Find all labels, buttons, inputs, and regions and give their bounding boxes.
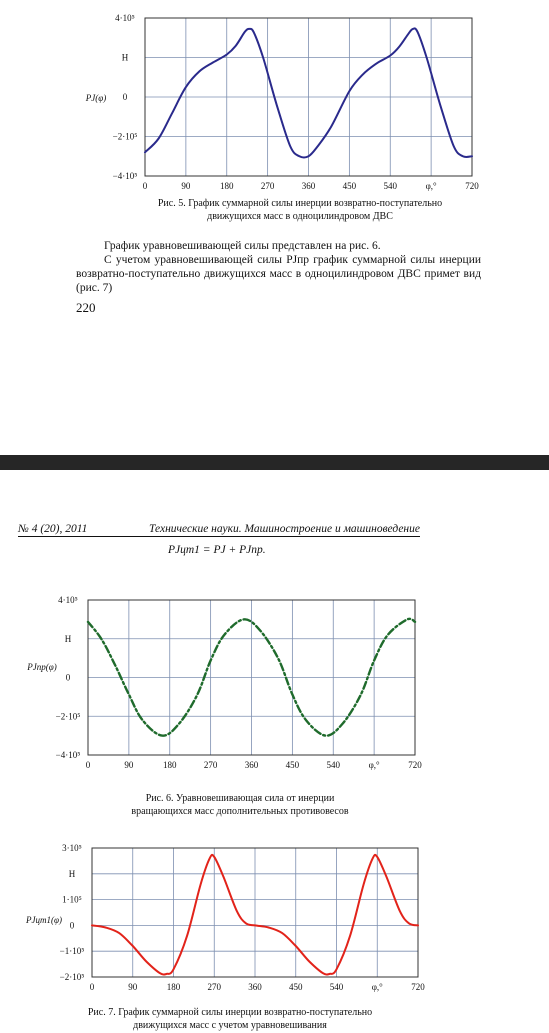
fig5-caption-line1: Рис. 5. График суммарной силы инерции возвратно-поступательно — [157, 198, 443, 209]
y-tick-label: 0 — [122, 92, 128, 102]
y-tick-label: −4·10⁵ — [112, 171, 138, 181]
fig5-caption — [100, 197, 500, 223]
y-axis-label: PJ(φ) — [85, 93, 107, 103]
y-tick-label: Н — [64, 633, 72, 644]
x-tick-label: φ,° — [368, 760, 380, 770]
x-tick-label: 720 — [411, 982, 425, 992]
page-bottom — [0, 470, 549, 1033]
x-tick-label: φ,° — [371, 982, 383, 992]
x-tick-label: 270 — [207, 982, 221, 992]
fig7-caption-line2: движущихся масс с учетом уравновешивания — [133, 1020, 327, 1031]
fig7-caption-line1: Рис. 7. График суммарной силы инерции возвратно-поступательно — [87, 1007, 373, 1018]
y-tick-label: −2·10⁵ — [55, 711, 81, 722]
x-tick-label: 0 — [85, 760, 91, 770]
x-tick-label: 90 — [181, 181, 191, 191]
x-tick-label: 450 — [285, 760, 300, 770]
x-tick-label: 540 — [326, 760, 340, 770]
x-tick-label: 270 — [260, 181, 275, 191]
page-top — [0, 0, 549, 455]
y-tick-label: Н — [68, 868, 76, 879]
page-number: 220 — [76, 300, 96, 315]
x-tick-label: 540 — [329, 982, 344, 992]
y-tick-label: 3·10⁵ — [62, 843, 82, 853]
fig7-caption — [55, 1006, 405, 1032]
y-tick-label: 1·10⁵ — [62, 894, 82, 905]
x-tick-label: 450 — [289, 982, 303, 992]
page-separator — [0, 455, 549, 470]
chart-fig5 — [0, 0, 549, 200]
x-tick-label: 540 — [383, 181, 397, 191]
x-tick-label: 180 — [220, 181, 234, 191]
x-tick-label: 90 — [124, 760, 134, 770]
paragraph-1: График уравновешивающей силы представлен на рис. 6. — [104, 240, 381, 252]
y-tick-label: 0 — [65, 672, 71, 683]
chart-fig6 — [0, 580, 549, 810]
y-tick-label: −2·10⁵ — [59, 972, 85, 982]
x-tick-label: 720 — [408, 760, 422, 770]
x-tick-label: φ,° — [425, 181, 437, 191]
x-tick-label: 90 — [128, 982, 138, 992]
paragraph-2: С учетом уравновешивающей силы PJпр график суммарной силы инерции возвратно-поступательно движущихся масс в одноцилиндровом ДВС примет вид (рис. 7) — [76, 254, 481, 294]
y-tick-label: 4·10⁵ — [58, 595, 78, 605]
fig6-caption — [75, 792, 405, 818]
x-tick-label: 0 — [89, 982, 95, 992]
x-tick-label: 0 — [142, 181, 148, 191]
body-text — [76, 239, 481, 295]
y-axis-label: PJцт1(φ) — [26, 915, 62, 925]
y-tick-label: −4·10⁵ — [55, 750, 81, 760]
x-tick-label: 180 — [166, 982, 181, 992]
x-tick-label: 360 — [244, 760, 259, 770]
x-tick-label: 450 — [342, 181, 357, 191]
x-tick-label: 360 — [301, 181, 316, 191]
y-tick-label: −2·10⁵ — [112, 131, 138, 142]
fig6-caption-line1: Рис. 6. Уравновешивающая сила от инерции — [145, 793, 335, 804]
journal-section: Технические науки. Машиностроение и машиноведение — [149, 523, 420, 535]
y-tick-label: 0 — [69, 920, 75, 931]
x-tick-label: 270 — [203, 760, 218, 770]
chart-fig7 — [0, 840, 549, 1010]
x-tick-label: 180 — [163, 760, 177, 770]
issue-number: № 4 (20), 2011 — [18, 523, 88, 535]
y-tick-label: −1·10⁵ — [59, 946, 85, 957]
fig5-caption-line2: движущихся масс в одноцилиндровом ДВС — [207, 211, 393, 222]
fig6-caption-line2: вращающихся масс дополнительных противовесов — [131, 806, 349, 817]
y-tick-label: 4·10⁵ — [115, 13, 135, 23]
x-tick-label: 360 — [248, 982, 262, 992]
y-tick-label: Н — [121, 52, 129, 63]
y-axis-label: PJпр(φ) — [27, 662, 57, 672]
running-header — [18, 523, 420, 537]
x-tick-label: 720 — [465, 181, 479, 191]
formula: PJцт1 = PJ + PJпр. — [168, 544, 266, 556]
